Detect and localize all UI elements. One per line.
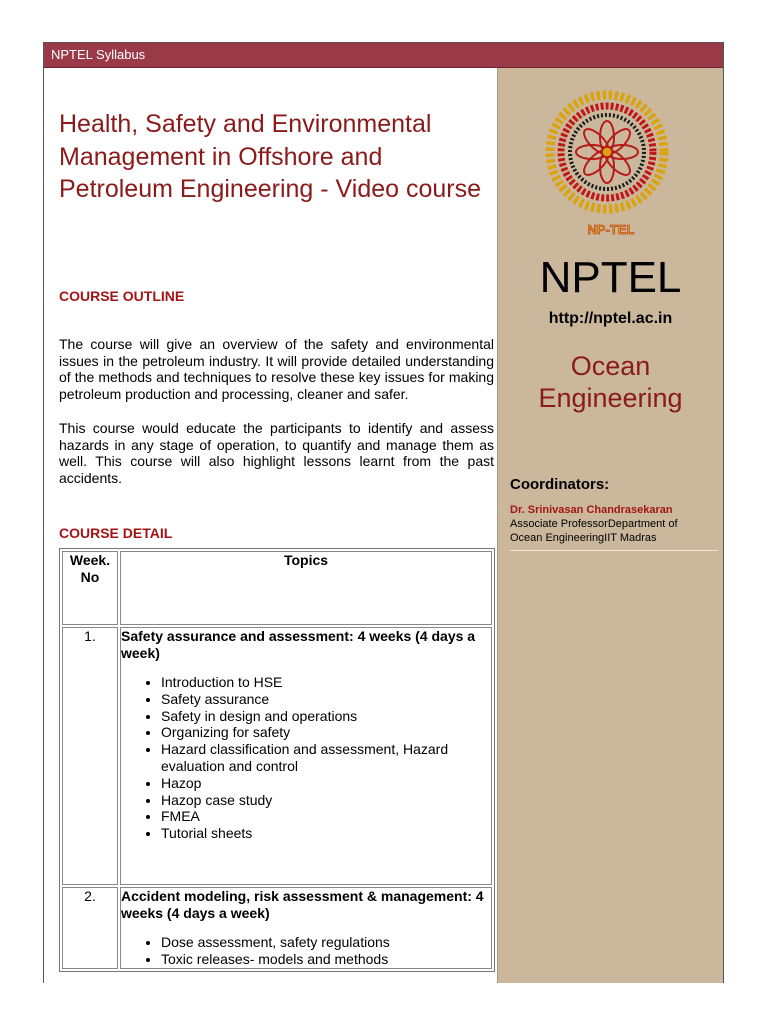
- sidebar: [497, 68, 723, 983]
- header-bar: [44, 43, 723, 68]
- topics-column-header: Topics: [120, 551, 492, 625]
- list-item: • Hazop case study: [161, 792, 491, 809]
- list-item: • Tutorial sheets: [161, 825, 491, 842]
- list-item: • Safety in design and operations: [161, 708, 491, 725]
- syllabus-page: [43, 42, 724, 983]
- week-column-header: Week. No: [62, 551, 118, 625]
- coordinator-info: Associate ProfessorDepartment of Ocean EngineeringIIT Madras: [510, 518, 678, 544]
- logo-text: NP-TEL: [587, 222, 635, 237]
- course-outline-heading: COURSE OUTLINE: [59, 288, 185, 304]
- table-row: [62, 887, 492, 969]
- list-item: • Dose assessment, safety regulations: [161, 934, 491, 951]
- header-bar-title: NPTEL Syllabus: [51, 47, 146, 62]
- list-item: • Organizing for safety: [161, 724, 491, 741]
- course-detail-heading: COURSE DETAIL: [59, 525, 173, 541]
- topic-list: [121, 674, 491, 842]
- topic-cell: [120, 627, 492, 885]
- brand-name: NPTEL: [539, 253, 682, 302]
- list-item: • Hazop: [161, 775, 491, 792]
- coordinators-heading: Coordinators:: [510, 476, 610, 493]
- list-item: • FMEA: [161, 808, 491, 825]
- list-item: • Hazard classification and assessment, Hazard evaluation and control: [161, 741, 491, 775]
- outline-paragraph-1: The course will give an overview of the safety and environmental issues in the petroleum industry. It will provide detailed understanding of the methods and techniques to resolve these key issues for making petroleum production and processing, cleaner and safer.: [59, 336, 494, 403]
- table-header-row: [62, 551, 492, 625]
- site-url[interactable]: http://nptel.ac.in: [548, 310, 673, 327]
- week-title: Safety assurance and assessment: 4 weeks (4 days a week): [121, 628, 476, 661]
- list-item: • Safety assurance: [161, 691, 491, 708]
- course-title: Health, Safety and Environmental Management in Offshore and Petroleum Engineering - Video course: [59, 110, 482, 203]
- main-content: [44, 68, 497, 983]
- list-item: • Toxic releases- models and methods: [161, 951, 491, 968]
- week-number: 2.: [62, 887, 118, 969]
- outline-paragraph-2: This course would educate the participants to identify and assess hazards in any stage of operation, to quantify and manage them as well. This course will also highlight lessons learnt from the past accidents.: [59, 420, 494, 487]
- list-item: • Introduction to HSE: [161, 674, 491, 691]
- week-title: Accident modeling, risk assessment & management: 4 weeks (4 days a week): [121, 888, 484, 921]
- table-row: [62, 627, 492, 885]
- department-name: Ocean Engineering: [538, 351, 683, 413]
- divider: [510, 550, 718, 551]
- course-detail-table: [59, 548, 495, 972]
- topic-list: [121, 934, 491, 968]
- coordinator-name: Dr. Srinivasan Chandrasekaran: [510, 504, 673, 516]
- topic-cell: [120, 887, 492, 969]
- nptel-logo-icon: [545, 90, 675, 240]
- week-number: 1.: [62, 627, 118, 885]
